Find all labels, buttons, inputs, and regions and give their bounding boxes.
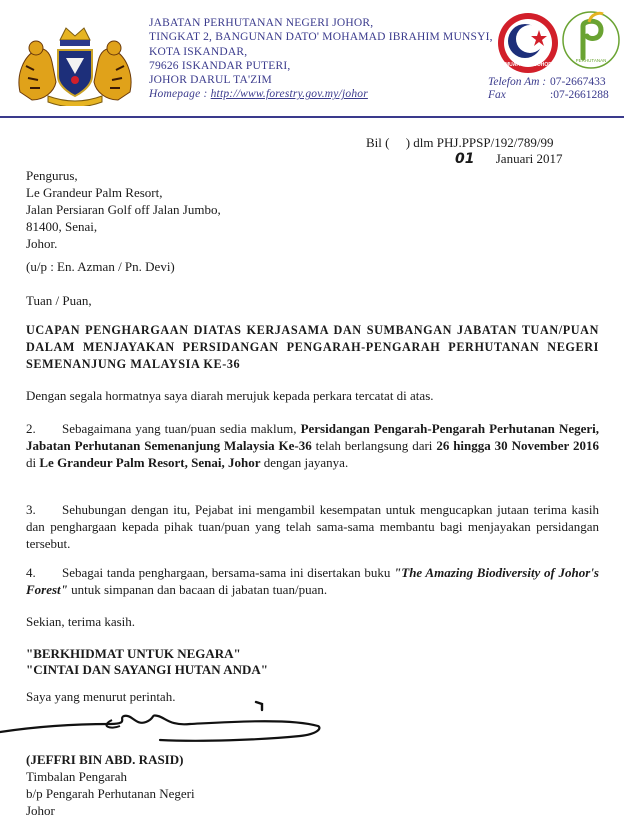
letterhead-divider (0, 116, 624, 118)
paragraph-4 (26, 564, 599, 598)
fax-value: :07-2661288 (550, 89, 609, 101)
p2-bold-venue: Le Grandeur Palm Resort, Senai, Johor (39, 455, 261, 470)
signature (0, 696, 330, 748)
date-day-handwritten: 01 (455, 151, 475, 167)
p4-text-1: Sebagai tanda penghargaan, bersama-sama ini disertakan buku (62, 565, 395, 580)
telefon-label: Telefon Am : (488, 76, 547, 88)
contact-block (488, 76, 609, 102)
recipient-address (26, 167, 221, 252)
p4-text-2: untuk simpanan dan bacaan di jabatan tuan/puan. (67, 582, 328, 597)
closing-thanks: Sekian, terima kasih. (26, 614, 136, 629)
perhutanan-logo-icon (561, 8, 621, 74)
paragraph-2 (26, 420, 599, 471)
org-line-4: 79626 ISKANDAR PUTERI, (149, 59, 291, 72)
reference-number: Bil ( ) dlm PHJ.PPSP/192/789/99 (366, 135, 554, 150)
p4-book-title: "The Amazing Biodiversity of Johor's Forest" (26, 565, 599, 597)
fax-row (488, 89, 609, 102)
homepage-link[interactable]: http://www.forestry.gov.my/johor (210, 88, 368, 101)
p3-number: 3. (26, 502, 36, 517)
perhutanan-logo-text: PERHUTANAN (575, 58, 607, 63)
motto-1: "BERKHIDMAT UNTUK NEGARA" (26, 646, 241, 661)
muafakat-logo-text: MUAFAKAT JOHOR (505, 62, 552, 68)
p2-text-1: Sebagaimana yang tuan/puan sedia maklum, (62, 421, 301, 436)
p2-text-3: di (26, 455, 40, 470)
org-line-1: JABATAN PERHUTANAN NEGERI JOHOR, (149, 17, 374, 29)
org-line-5: JOHOR DARUL TA'ZIM (149, 74, 272, 87)
p2-text-4: dengan jayanya. (260, 455, 349, 470)
salutation: Tuan / Puan, (26, 293, 92, 308)
state-crest (14, 22, 136, 106)
signatory-on-behalf: b/p Pengarah Perhutanan Negeri (26, 786, 195, 801)
attention-line: (u/p : En. Azman / Pn. Devi) (26, 259, 175, 274)
letter-date (455, 150, 563, 168)
signatory-name: (JEFFRI BIN ABD. RASID) (26, 752, 184, 767)
subject-heading: UCAPAN PENGHARGAAN DIATAS KERJASAMA DAN SUMBANGAN JABATAN TUAN/PUAN DALAM MENJAYAKAN PERSIDANGAN PENGARAH-PENGARAH PERHUTANAN NEGERI SEMENANJUNG MALAYSIA KE-36 (26, 323, 599, 371)
signatory-state: Johor (26, 803, 55, 818)
telefon-row (488, 76, 609, 89)
motto-2: "CINTAI DAN SAYANGI HUTAN ANDA" (26, 662, 268, 677)
p2-text-2: telah berlangsung dari (311, 438, 437, 453)
p2-number: 2. (26, 421, 36, 436)
telefon-value: 07-2667433 (550, 76, 606, 88)
signatory-block (26, 751, 195, 819)
recipient-line-3: Jalan Persiaran Golf off Jalan Jumbo, (26, 202, 221, 217)
homepage-label: Homepage : (149, 88, 208, 101)
date-month-year: Januari 2017 (495, 151, 563, 166)
homepage-line (149, 87, 493, 101)
perhutanan-logo (561, 8, 621, 74)
signatory-title: Timbalan Pengarah (26, 769, 127, 784)
opening-sentence: Dengan segala hormatnya saya diarah merujuk kepada perkara tercatat di atas. (26, 388, 434, 403)
muafakat-johor-logo (497, 12, 559, 74)
fax-label: Fax (488, 89, 506, 101)
paragraph-3 (26, 501, 599, 552)
recipient-line-4: 81400, Senai, (26, 219, 98, 234)
org-line-3: KOTA ISKANDAR, (149, 45, 248, 58)
recipient-line-1: Pengurus, (26, 168, 78, 183)
p2-bold-event: Persidangan Pengarah-Pengarah Perhutanan Negeri, Jabatan Perhutanan Semenanjung Malaysia Ke-36 (26, 421, 599, 453)
org-line-2: TINGKAT 2, BANGUNAN DATO' MOHAMAD IBRAHIM MUNSYI, (149, 31, 493, 44)
crest-icon (14, 22, 136, 106)
p2-bold-dates: 26 hingga 30 November 2016 (436, 438, 599, 453)
closing-obey: Saya yang menurut perintah. (26, 689, 176, 704)
recipient-line-5: Johor. (26, 236, 58, 251)
letterhead-address (149, 16, 493, 102)
recipient-line-2: Le Grandeur Palm Resort, (26, 185, 163, 200)
p4-number: 4. (26, 565, 36, 580)
signature-icon (0, 696, 330, 748)
p3-text: Sehubungan dengan itu, Pejabat ini mengambil kesempatan untuk mengucapkan jutaan terima kasih dan penghargaan kepada pihak tuan/puan yang telah sama-sama membantu bagi menjayakan persidangan tersebut. (26, 502, 599, 551)
